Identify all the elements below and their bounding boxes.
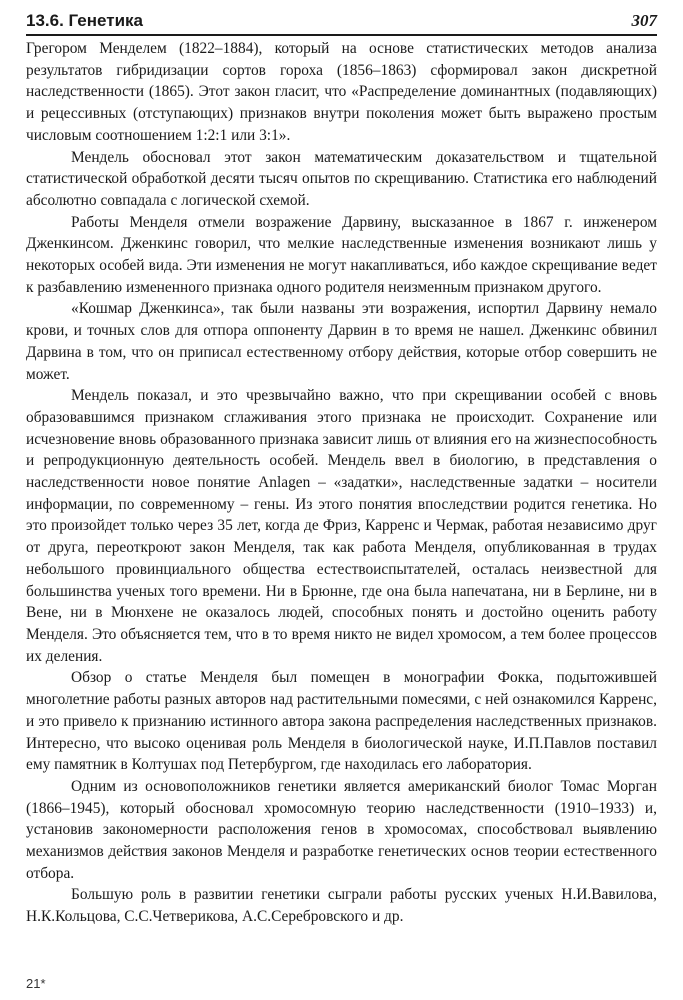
- section-title: 13.6. Генетика: [26, 11, 143, 30]
- paragraph-continuation: Грегором Менделем (1822–1884), который на основе статистических методов анализа результатов гибридизации сортов гороха (1856–1863) сформировал закон дискретной наследственности (1865). Этот закон гласит, что «Распределение доминантных (подавляющих) и рецессивных (отступающих) признаков внутри поколения может быть выражено простым числовым соотношением 1:2:1 или 3:1».: [26, 40, 657, 144]
- running-head: [26, 6, 657, 36]
- paragraph: Работы Менделя отмели возражение Дарвину, высказанное в 1867 г. инженером Дженкинсом. Дженкинс говорил, что мелкие наследственные изменения возникают лишь у некоторых особей вида. Эти изменения не могут накапливаться, ибо каждое скрещивание ведет к разбавлению измененного признака одного родителя неизменным признаком другого.: [26, 213, 657, 296]
- paragraph: Обзор о статье Менделя был помещен в монографии Фокка, подытожившей многолетние работы разных авторов над растительными помесями, с ней ознакомился Карренс, и это привело к признанию истинного автора закона распределения наследственных признаков. Интересно, что высоко оценивая роль Менделя в биологической науке, И.П.Павлов поставил ему памятник в Колтушах под Петербургом, где находилась его лаборатория.: [26, 669, 657, 774]
- page-number: 307: [631, 11, 657, 30]
- paragraph: Одним из основоположников генетики является американский биолог Томас Морган (1866–1945), который обосновал хромосомную теорию наследственности (1910–1933) и, установив закономерности расположения генов в хромосомах, способствовал выявлению механизмов действия законов Менделя и разработке генетических основ теории естественного отбора.: [26, 777, 657, 882]
- paragraph: Мендель показал, и это чрезвычайно важно, что при скрещивании особей с вновь образовавшимся признаком сглаживания этого признака не происходит. Сохранение или исчезновение вновь образованного признака зависит лишь от влияния его на жизнеспособность и репродукционную деятельность особей. Мендель ввел в биологию, в представления о наследственности новое понятие Anlagen – «задатки», наследственные задатки – носители информации, по современному – гены. Из этого понятия впоследствии родится генетика. Но это произойдет только через 35 лет, когда де Фриз, Карренс и Чермак, работая независимо друг от друга, переоткроют закон Менделя, так как работа Менделя, опубликованная в трудах небольшого провинциального общества естествоиспытателей, осталась неизвестной для большинства ученых того времени. Ни в Брюнне, где она была напечатана, ни в Берлине, ни в Вене, ни в Мюнхене не оказалось людей, способных понять и достойно оценить работу Менделя. Это объясняется тем, что в то время никто не видел хромосом, а тем более процессов их деления.: [26, 387, 657, 665]
- paragraph: «Кошмар Дженкинса», так были названы эти возражения, испортил Дарвину немало крови, и точных слов для отпора оппоненту Дарвин в то время не нашел. Дженкинс обвинил Дарвина в том, что он приписал естественному отбору действия, которые отбор совершить не может.: [26, 300, 657, 383]
- paragraph: Большую роль в развитии генетики сыграли работы русских ученых Н.И.Вавилова, Н.К.Кольцова, С.С.Четверикова, А.С.Серебровского и др.: [26, 886, 657, 926]
- printer-signature-mark: 21*: [26, 976, 46, 991]
- body-text: [26, 38, 657, 928]
- paragraph: Мендель обосновал этот закон математическим доказательством и тщательной статистической обработкой десяти тысяч опытов по скрещиванию. Статистика его наблюдений абсолютно совпадала с логической схемой.: [26, 148, 657, 209]
